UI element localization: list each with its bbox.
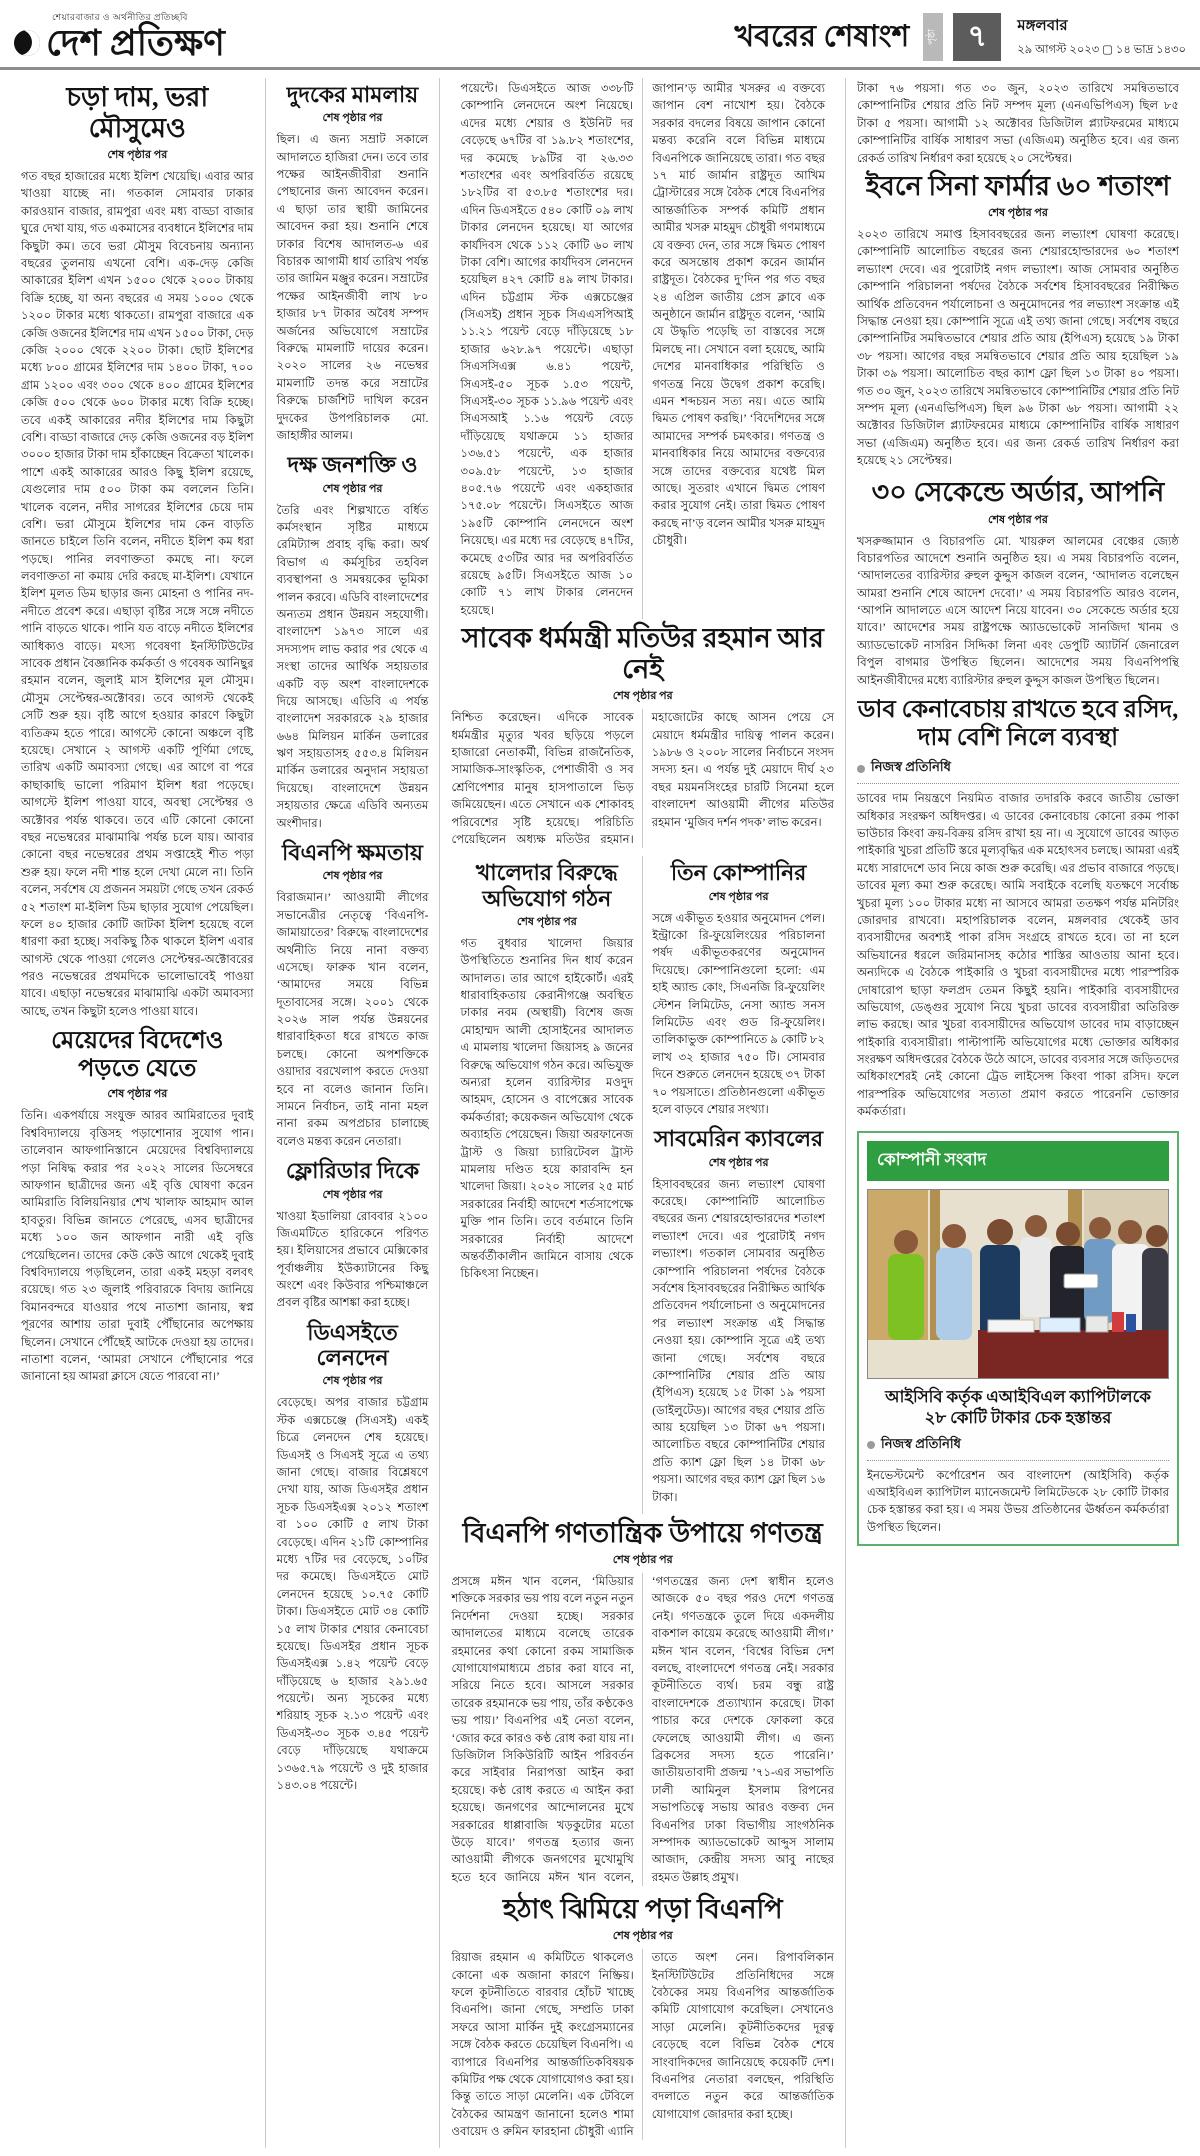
column-1 bbox=[10, 78, 265, 2148]
date-block bbox=[1011, 14, 1186, 60]
headline: চড়া দাম, ভরা মৌসুমেও bbox=[66, 82, 209, 144]
weekday: মঙ্গলবার bbox=[1017, 18, 1068, 34]
date-line: ২৯ আগস্ট ২০২৩ ▢ ১৪ ভাদ্র ১৪৩০ bbox=[1017, 44, 1186, 56]
headline: হঠাৎ ঝিমিয়ে পড়া বিএনপি bbox=[502, 1894, 783, 1925]
mid-left-subcolumn bbox=[451, 856, 642, 1514]
company-news-body: ইনভেস্টমেন্ট কর্পোরেশন অব বাংলাদেশ (আইসিবি) কর্তৃক এআইবিএল ক্যাপিটাল ম্যানেজমেন্ট লিমিটেডকে ২৮ কোটি টাকার চেক হস্তান্তর করা হয়। এ সময় উভয় প্রতিষ্ঠানের ঊর্ধ্বতন কর্মকর্তারা উপস্থিত ছিলেন। bbox=[866, 1468, 1169, 1534]
article-body: খসরুজ্জামান ও বিচারপতি মো. খায়রুল আলমের বেঞ্চের জ্যেষ্ঠ বিচারপতির আদেশে শুনানি অনুষ্ঠিত হয়। এ সময় বিচারপতি বলেন, ‘আদালতের ব্যারিস্টার রুহুল কুদ্দুস কাজল বলেন, ‘আদালত বলেছেন আমরা শুনানি শেষে আদেশ দেবো।’ এ সময় বিচারপতি আরও বলেন, ‘আপনি আদালতে এসে আদেশ নিয়ে যাবেন। ৩০ সেকেন্ডে অর্ডার হয়ে যাবে।’ আদেশের সময় রাষ্ট্রপক্ষে অ্যাডভোকেট সানজিদা খানম ও অ্যাডভোকেট নাসরিন সিদ্দিকা লিনা এবং ডেপুটি অ্যাটর্নি জেনারেল বিপুল বাগমার উপস্থিত ছিলেন। আদেশের সময় বিএনপিপন্থি আইনজীবীদের মধ্যে ব্যারিস্টার রুহুল কুদ্দুস কাজল উপস্থিত ছিলেন। bbox=[856, 534, 1179, 687]
article-body: ডাবের দাম নিয়ন্ত্রণে নিয়মিত বাজার তদারকি করবে জাতীয় ভোক্তা অধিকার সংরক্ষণ অধিদপ্তর। এ ডাবের কেনাবেচায় কোনো রকম পাকা ভাউচার কিংবা ক্রয়-বিক্রয় রসিদ রাখা হয় না। এ সুযোগে ডাবের আড়ত পাইকারি খুচরা প্রতিটি স্তরে মূল্যবৃদ্ধির এক মহোৎসব চলছে। আমরা এরই মধ্যে সারাদেশে ডাব নিয়ে কাজ শুরু করেছি। এর প্রভাব বাজারে পড়ছে। ডাবের মূল্য কমা শুরু করেছে। আমি সবাইকে বলেছি যতক্ষণে সর্বোচ্চ খুচরা মূল্য ১০০ টাকার মধ্যে না আসবে আমরা ততক্ষণ পর্যন্ত মনিটরিং জোরদার রাখবো। মহাপরিচালক বলেন, মঙ্গলবার থেকেই ডাব ব্যবসায়ীদের অবশ্যই পাকা রসিদ সংগ্রহে রাখতে হবে। তা না হলে অভিযানের ধরলে জরিমানাসহ কঠোর শাস্তির আওতায় আনা হবে। অন্যদিকে এ বৈঠকে পাইকারি ও খুচরা ব্যবসায়ীদের মধ্যে পারস্পরিক দোষারোপ ছাড়া ফলপ্রদ তেমন কিছুই হয়নি। পাইকারি ব্যবসায়ীদের অভিযোগ, ডেঙ্গুর সুযোগ নিয়ে খুচরা ডাবের ব্যবসায়ীরা অতিরিক্ত লাভ করছে। আর খুচরা ব্যবসায়ীদের অভিযোগ ডাবের দাম বাড়াচ্ছেন পাইকারি ব্যবসায়ীরা। পাল্টাপাল্টি অভিযোগের মধ্যে ভোক্তার অধিকার সংরক্ষণ অধিদপ্তরের বৈঠকে উঠে আসে, ডাবের ব্যবসার সঙ্গে জড়িতদের অধিকাংশেরই নেই কোনো ট্রেড লাইসেন্স কিংবা পাকা রসিদ। ফলে পারস্পরিক অভিযোগের সত্যতা প্রমাণ করতে পারেননি ভোক্তার কর্মকর্তারা। bbox=[856, 792, 1179, 1119]
photo-caption bbox=[867, 1386, 1169, 1429]
headline: মেয়েদের বিদেশেও পড়তে যেতে bbox=[51, 1028, 224, 1082]
headline: ডাব কেনাবেচায় রাখতে হবে রসিদ, দাম বেশি নিলে ব্যবস্থা bbox=[857, 697, 1179, 751]
section-title: খবরের শেষাংশ bbox=[734, 20, 910, 53]
article-florida-storm bbox=[277, 1158, 429, 1312]
article-bnp-democracy bbox=[451, 1518, 834, 1886]
column-middle bbox=[439, 78, 845, 2148]
photo-illustration bbox=[868, 1190, 1168, 1378]
article-coconut-receipt bbox=[857, 697, 1179, 1121]
article-body: নিশ্চিত করেছেন। এদিকে সাবেক ধর্মমন্ত্রীর মৃত্যুর খবর ছড়িয়ে পড়লে হাজারো নেতাকর্মী, বিভিন্ন রাজনৈতিক, সামাজিক-সাংস্কৃতিক, পেশাজীবী ও সব শ্রেণিপেশার মানুষ হাসপাতালে ভিড় জমিয়েছেন। এতে সেখানে এক শোকাবহ পরিবেশের সৃষ্টি হয়েছে। পরিচিতি পেয়েছিলেন অধ্যক্ষ মতিউর রহমান। মহাজোটের কাছে আসন পেয়ে সে মেয়াদে ধর্মমন্ত্রীর দায়িত্ব পালন করেন। ১৯৮৬ ও ২০০৮ সালের নির্বাচনে সংসদ সদস্য হন। এ পর্যন্ত দুই মেয়াদে দীর্ঘ ২৩ বছর ময়মনসিংহের চারটি সিনেমা হলে বাংলাদেশ আওয়ামী লীগের মতিউর রহমান ‘মুজিব দর্শন পদক’ লাভ করেন। bbox=[451, 711, 834, 846]
continuation-label: শেষ পৃষ্ঠার পর bbox=[322, 1375, 383, 1388]
dotted-divider bbox=[857, 783, 1179, 784]
headline: সাবমেরিন ক্যাবলের bbox=[654, 1126, 824, 1152]
article-khaleda-charge bbox=[460, 860, 633, 1282]
article-body: গত বুধবার খালেদা জিয়ার উপস্থিতিতে শুনানির দিন ধার্য করেন আদালত। তার আগে হাইকোর্ট। এরই ধারাবাহিকতায় কেরানীগঞ্জে অবস্থিত ঢাকার নবম (অস্থায়ী) বিশেষ জজ মোহাম্মদ আলী হোসাইনের আদালত এ মামলায় খালেদা জিয়াসহ ৯ জনের বিরুদ্ধে অভিযোগ গঠন করে। অভিযুক্ত অন্যরা হলেন ব্যারিস্টার মওদুদ আহমদ, হোসেন ও বাপেক্সের সাবেক কর্মকর্তারা; কয়েকজন অভিযোগ থেকে অব্যাহতি পেয়েছেন। জিয়া অরফানেজ ট্রাস্ট ও জিয়া চ্যারিটেবল ট্রাস্ট মামলায় দণ্ডিত হয়ে কারাবন্দি হন খালেদা জিয়া। ২০২০ সালের ২৫ মার্চ সরকারের নির্বাহী আদেশে শর্তসাপেক্ষে মুক্তি পান তিনি। তবে বর্তমানে তিনি সরকারের নির্বাহী আদেশে অন্তর্বর্তীকালীন জামিনে বাসায় থেকে চিকিৎসা নিচ্ছেন। bbox=[460, 936, 634, 1281]
article-body: জাপান’ড় আমীর খসরুর এ বক্তব্যে জাপান বেশ নাখোশ হয়। বৈঠকে সরকার বদলের বিষয়ে জাপান কোনো মন্তব্য করেনি বলে বিভিন্ন মাধ্যমে বিএনপিকে জানিয়েছে তারা। গত বছর ১৭ মার্চ জার্মান রাষ্ট্রদূত আখিম ট্রোস্টারের সঙ্গে বৈঠক শেষে বিএনপির আন্তর্জাতিক সম্পর্ক কমিটি প্রধান আমীর খসরু মাহমুদ চৌধুরী গণমাধ্যমে যে বক্তব্য দেন, তার সঙ্গে দ্বিমত পোষণ করে অসন্তোষ প্রকাশ করেন জার্মান রাষ্ট্রদূত। বৈঠকের দু’দিন পর গত বছর ২৪ এপ্রিল জাতীয় প্রেস ক্লাবে এক অনুষ্ঠানে জার্মান রাষ্ট্রদূত বলেন, ‘আমি যে উদ্ধৃতি পড়েছি তা বাস্তবের সঙ্গে মিলছে না। সেখানে বলা হয়েছে, আমি দেশের মানবাধিকার পরিস্থিতি ও গণতন্ত্র নিয়ে উদ্বেগ প্রকাশ করেছি। এমন শব্দচয়ন সত্য নয়। এতে আমি দ্বিমত পোষণ করছি।’ ‘বিদেশিদের সঙ্গে আমাদের সম্পর্ক চমৎকার। গণতন্ত্র ও মানবাধিকার নিয়ে আমাদের বক্তব্যের সঙ্গে তাদের বক্তব্যের যথেষ্ট মিল আছে। সুতরাং এখানে দ্বিমত পোষণ করার সুযোগ নেই। তারা দ্বিমত পোষণ করছে না’ড় বলেন আমীর খসরু মাহমুদ চৌধুরী। bbox=[652, 82, 825, 548]
article-matiur-rahman bbox=[451, 623, 834, 848]
page-number-box: ৭ bbox=[953, 13, 1001, 61]
headline: ইবনে সিনা ফার্মার ৬০ শতাংশ bbox=[865, 170, 1171, 201]
headline: ৩০ সেকেন্ডে অর্ডার, আপনি bbox=[871, 477, 1165, 508]
crescent-logo-icon bbox=[10, 26, 45, 61]
article-30-second-order bbox=[857, 477, 1179, 689]
byline-bullet-icon bbox=[867, 1441, 875, 1449]
article-ibn-sina-dividend bbox=[857, 171, 1179, 470]
company-news-header: কোম্পানী সংবাদ bbox=[867, 1141, 1169, 1181]
article-dse-trading bbox=[277, 1320, 429, 1795]
article-body: পয়েন্টে। ডিএসইতে আজ ৩৩৮টি কোম্পানি লেনদেনে অংশ নিয়েছে। এদের মধ্যে শেয়ার ও ইউনিট দর বেড়েছে ৬৭টির বা ১৯.৮২ শতাংশের, দর কমেছে ৮৯টির বা ২৬.৩৩ শতাংশের এবং অপরিবর্তিত রয়েছে ১৮২টির বা ৫৩.৮৫ শতাংশের দর। এদিন ডিএসইতে ৫৪০ কোটি ০৯ লাখ টাকার লেনদেন হয়েছে। যা আগের কার্যদিবস থেকে ১১২ কোটি ৬০ লাখ টাকা বেশি। আগের কার্যদিবস লেনদেন হয়েছিল ৪২৭ কোটি ৪৯ লাখ টাকার। এদিন চট্টগ্রাম স্টক এক্সচেঞ্জের (সিএসই) প্রধান সূচক সিএএসপিআই ১১.২১ পয়েন্ট বেড়ে দাঁড়িয়েছে ১৮ হাজার ৬২৮.৯৭ পয়েন্টে। এছাড়া সিএসসিএক্স ৬.৪১ পয়েন্ট, সিএসই-৫০ সূচক ১.৫৩ পয়েন্ট, সিএসই-৩০ সূচক ১১.৯৬ পয়েন্ট এবং সিএসআই ১.১৬ পয়েন্ট বেড়ে দাঁড়িয়েছে যথাক্রমে ১১ হাজার ১৩৬.৫১ পয়েন্টে, এক হাজার ৩০৯.৫৮ পয়েন্টে, ১৩ হাজার ৪০৫.৭৬ পয়েন্টে এবং একহাজার ১৭৫.০৮ পয়েন্টে। সিএসইতে আজ ১৯৫টি কোম্পানি লেনদেনে অংশ নিয়েছে। এর মধ্যে দর বেড়েছে ৪৭টির, কমেছে ৫৩টির আর দর অপরিবর্তিত রয়েছে ৯৫টি। সিএসইতে আজ ১০ কোটি ৭১ লাখ টাকার লেনদেন হয়েছে। bbox=[460, 82, 634, 617]
page-body bbox=[0, 70, 1200, 2156]
page-word-strip: পৃষ্ঠা bbox=[923, 13, 943, 61]
article-submarine-cable bbox=[652, 1126, 825, 1506]
continuation-label: শেষ পৃষ্ঠার পর bbox=[708, 890, 769, 903]
article-body: হিসাববছরের জন্য লভ্যাংশ ঘোষণা করেছে। কোম্পানিটি আলোচিত বছরের জন্য শেয়ারহোল্ডারদের শতাংশ লভ্যাংশ দেবে। এর পুরোটাই নগদ লভ্যাংশ। গতকাল সোমবার অনুষ্ঠিত কোম্পানি পরিচালনা পর্ষদের বৈঠকে সর্বশেষ হিসাববছরের নিরীক্ষিত আর্থিক প্রতিবেদন পর্যালোচনা ও অনুমোদনের পর লভ্যাংশ সংক্রান্ত এই সিদ্ধান্ত নেওয়া হয়। কোম্পানি সূত্রে এই তথ্য জানা গেছে। সর্বশেষ বছরে কোম্পানিটির শেয়ার প্রতি আয় (ইপিএস) হয়েছে ১৫ টাকা ১৯ পয়সা (ডাইলুটেড)। আগের বছর শেয়ার প্রতি আয় হয়েছিল ১৩ টাকা ৬৭ পয়সা। আলোচিত বছরে কোম্পানিটির শেয়ার প্রতি ক্যাশ ফ্লো ছিল ১৪ টাকা ৬৮ পয়সা। আগের বছর ক্যাশ ফ্লো ছিল ১৬ টাকা। bbox=[652, 1177, 825, 1504]
headline: ডিএসইতে লেনদেন bbox=[307, 1319, 398, 1371]
masthead-right bbox=[734, 13, 1186, 61]
byline-bullet-icon bbox=[857, 765, 865, 773]
article-body: প্রসঙ্গে মঈন খান বলেন, ‘মিডিয়ার শক্তিকে সরকার ভয় পায় বলে নতুন নতুন নির্দেশনা দেওয়া হচ্ছে। সরকার আদালতের মাধ্যমে বলেছে তারেক রহমানের কথা কোনো রকম সামাজিক যোগাযোগমাধ্যমে প্রচার করা যাবে না, সরিয়ে নিতে হবে। আসলে সরকার তারেক রহমানকে ভয় পায়, তাঁর কণ্ঠকেও ভয় পায়।’ বিএনপির এই নেতা বলেন, ‘জোর করে কারও কণ্ঠ রোধ করা যায় না। ডিজিটাল সিকিউরিটি আইন পরিবর্তন করে সাইবার নিরাপত্তা আইন করা হয়েছে। কণ্ঠ রোধ করতে এ আইন করা হয়েছে। জনগণের আন্দোলনের মুখে সরকারের ধাপ্পাবাজি খড়কুটোর মতো উড়ে যাবে।’ গণতন্ত্র হত্যার জন্য আওয়ামী লীগকে জনগণের মুখোমুখি হতে হবে জানিয়ে মঈন খান বলেন, ‘গণতন্ত্রের জন্য দেশ স্বাধীন হলেও আজকে ৫০ বছর পরও দেশে গণতন্ত্র নেই। গণতন্ত্রকে তুলে দিয়ে একদলীয় বাকশাল কায়েম করেছে আওয়ামী লীগ।’ মঈন খান বলেন, ‘বিশ্বের বিভিন্ন দেশ বলছে, বাংলাদেশে গণতন্ত্র নেই। সরকার কূটনীতিতে ব্যর্থ। চরম বন্ধু রাষ্ট্র বাংলাদেশকে প্রত্যাখ্যান করেছে। টাকা পাচার করে দেশকে ফোকলা করে ফেলেছে আওয়ামী লীগ। এ জন্য ব্রিকসের সদস্য হতে পারেনি।’ জাতীয়তাবাদী প্রজন্ম ’৭১-এর সভাপতি ঢালী আমিনুল ইসলাম রিপনের সভাপতিত্বে সভায় আরও বক্তব্য দেন বিএনপির ঢাকা বিভাগীয় সাংগঠনিক সম্পাদক অ্যাডভোকেট আব্দুস সালাম আজাদ, কেন্দ্রীয় সদস্য আবু নাছের রহমত উল্লাহ প্রমুখ। bbox=[451, 1575, 834, 1884]
article-girls-abroad bbox=[21, 1028, 254, 1385]
article-three-companies bbox=[652, 860, 825, 1118]
company-news-box bbox=[857, 1131, 1179, 1546]
continuation-label: শেষ পৃষ্ঠার পর bbox=[708, 1156, 769, 1169]
paper-logo bbox=[14, 10, 225, 61]
article-body: তিনি। একপর্যায়ে সংযুক্ত আরব আমিরাতের দুবাই বিশ্ববিদ্যালয়ে বৃত্তিসহ পড়াশোনার সুযোগ পান। তালেবান আফগানিস্তানে মেয়েদের বিশ্ববিদ্যালয়ে পড়া নিষিদ্ধ করার পর ২০২২ সালের ডিসেম্বরে আফগান ছাত্রীদের জন্য এই বৃত্তি ঘোষণা করেন আমিরাতি বিলিয়নিয়ার শেখ খালাফ আহমাদ আল হাবতুর। বিভিন্ন জানতে পেরেছে, এসব ছাত্রীদের মধ্যে ১০০ জন আফগান নারী এই বৃত্তি পেয়েছিলেন। তাদের কেউ কেউ আগে থেকেই দুবাই বিশ্ববিদ্যালয়ে পড়ছিলেন, তারা একই মহড়া বলবৎ রয়েছে। গত ২৩ জুলাই পরিবারকে বিদায় জানিয়ে বিমানবন্দরে যাওয়ার পথে নাতাশা জানায়, স্বপ্ন পূরণের আশায় তারা দুবাই পৌঁছানোর অপেক্ষায় ছিলেন। সেখানে পৌঁছেই আটকে দেওয়া হয় তাদের। নাতাশা বলেন, ‘আমরা সেখানে পৌঁছানোর পরে জানানো হয় আমরা ক্লাসে যেতে পারবো না।’ bbox=[21, 1109, 254, 1384]
column-2 bbox=[265, 78, 440, 2148]
article-body: ২০২৩ তারিখে সমাপ্ত হিসাববছরের জন্য লভ্যাংশ ঘোষণা করেছে। কোম্পানিটি আলোচিত বছরের জন্য শেয়ারহোল্ডারদের ৬০ শতাংশ লভ্যাংশ দেবে। এর পুরোটাই নগদ লভ্যাংশ। আজ সোমবার অনুষ্ঠিত কোম্পানি পরিচালনা পর্ষদের বৈঠকে সর্বশেষ হিসাববছরের নিরীক্ষিত আর্থিক প্রতিবেদন পর্যালোচনা ও অনুমোদনের পর লভ্যাংশ সংক্রান্ত এই সিদ্ধান্ত নেওয়া হয়। কোম্পানি সূত্রে এই তথ্য জানা গেছে। সর্বশেষ বছরে কোম্পানিটির সমন্বিতভাবে শেয়ার প্রতি আয় (ইপিএস) হয়েছে ১৯ টাকা ৩৮ পয়সা। আগের বছর সমন্বিতভাবে শেয়ার প্রতি আয় হয়েছিল ১৯ টাকা ৩৯ পয়সা। আলোচিত বছর ক্যাশ ফ্লো ছিল ১৩ টাকা ৪০ পয়সা। গত ৩০ জুন, ২০২৩ তারিখে সমন্বিতভাবে কোম্পানিটির শেয়ার প্রতি নিট সম্পদ মূল্য (এনএভিপিএস) ছিল ৯৬ টাকা ৬৮ পয়সা। আগামী ২২ অক্টোবর ডিজিটাল প্ল্যাটফরমের মাধ্যমে কোম্পানিটির বার্ষিক সাধারণ সভা (এজিএম) অনুষ্ঠিত হবে। এর জন্য রেকর্ড তারিখ নির্ধারণ করা হয়েছে ২১ সেপ্টেম্বর। bbox=[856, 228, 1179, 468]
continuation-label: শেষ পৃষ্ঠার পর bbox=[612, 1554, 673, 1567]
photo-caption-line1: আইসিবি কর্তৃক এআইবিএল ক্যাপিটালকে bbox=[885, 1386, 1151, 1406]
continuation-label: শেষ পৃষ্ঠার পর bbox=[988, 513, 1048, 526]
byline bbox=[857, 758, 1179, 779]
headline: সাবেক ধর্মমন্ত্রী মতিউর রহমান আর নেই bbox=[461, 623, 824, 685]
article-body: বেড়েছে। অপর বাজার চট্টগ্রাম স্টক এক্সচেঞ্জে (সিএসই) একই চিত্রে লেনদেন শেষ হয়েছে। ডিএসই ও সিএসই সূত্রে এ তথ্য জানা গেছে। বাজার বিশ্লেষণে দেখা যায়, আজ ডিএসইর প্রধান সূচক ডিএসইএক্স ২০১২ শতাংশ বা ১০০ কোটি ৫ লাখ টাকা বেড়েছে। এদিন ২১টি কোম্পানির মধ্যে ৭টির দর বেড়েছে, ১০টির দর কমেছে। ডিএসইতে মোট লেনদেন হয়েছে ১০.৭৫ কোটি টাকা। ডিএসইতে মোট ৩৪ কোটি ১৫ লাখ টাকার শেয়ার কেনাবেচা হয়েছে। ডিএসইর প্রধান সূচক ডিএসইএক্স ১.৪২ পয়েন্ট বেড়ে দাঁড়িয়েছে ৬ হাজার ২৯১.৬৫ পয়েন্টে। অন্য সূচকের মধ্যে শরিয়াহ সূচক ২.১৩ পয়েন্ট এবং ডিএসই-৩০ সূচক ৩.৪৫ পয়েন্ট বেড়ে দাঁড়িয়েছে যথাক্রমে ১৩৬৫.৭৯ পয়েন্টে ও দুই হাজার ১৪৩.০৪ পয়েন্টে। bbox=[276, 1396, 429, 1793]
article-body: খাওয়া ইডালিয়া রোববার ২১০০ জিএমটিতে হারিকেনে পরিণত হয়। ইলিয়াসের প্রভাবে মেক্সিকোর পূর্বাঞ্চলীয় ইউক্যাটানের কিছু অংশে এবং কিউবার পশ্চিমাঞ্চলে প্রবল বৃষ্টির আশঙ্কা করা হচ্ছে। bbox=[276, 1209, 429, 1310]
cheque-handover-photo bbox=[867, 1189, 1169, 1379]
byline-text: নিজস্ব প্রতিনিধি bbox=[880, 1435, 961, 1451]
ibn-sina-continuation: টাকা ৭৬ পয়সা। গত ৩০ জুন, ২০২৩ তারিখে সমন্বিতভাবে কোম্পানিটির শেয়ার প্রতি নিট সম্পদ মূল্য (এনএভিপিএস) ছিল ৮৫ টাকা ৫ পয়সা। আগামী ১২ অক্টোবর ডিজিটাল প্ল্যাটফরমের মাধ্যমে কোম্পানিটির বার্ষিক সাধারণ সভা (এজিএম) অনুষ্ঠিত হবে। এর জন্য রেকর্ড তারিখ নির্ধারণ করা হয়েছে ২০ সেপ্টেম্বর। bbox=[856, 82, 1179, 165]
continuation-label: শেষ পৃষ্ঠার পর bbox=[107, 149, 168, 162]
mid-right-subcolumn bbox=[642, 856, 834, 1514]
article-body: রিয়াজ রহমান এ কমিটিতে থাকলেও কোনো এক অজানা কারণে নিষ্ক্রিয়। ফলে কূটনীতিতে বারবার হোঁচট খাচ্ছে বিএনপি। জানা গেছে, সম্প্রতি ঢাকা সফরে আসা মার্কিন দুই কংগ্রেসম্যানের সঙ্গে বৈঠক করতে চেয়েছিল বিএনপি। এ ব্যাপারে বিএনপির আন্তর্জাতিকবিষয়ক কমিটির পক্ষ থেকে যোগাযোগও করা হয়। কিন্তু তাতে সাড়া মেলেনি। এক টেবিলে বৈঠকের আমন্ত্রণ জানানো হলেও শামা ওবায়েদ ও রুমিন ফারহানা চৌধুরী এ্যানি তাতে অংশ নেন। রিপাবলিকান ইনস্টিটিউটের প্রতিনিধিদের সঙ্গে বৈঠকের সময় বিএনপির আন্তর্জাতিক কমিটি যোগাযোগ করেছিল। সেখানেও সাড়া মেলেনি। কূটনীতিকদের দূরত্ব বেড়েছে বলে বিভিন্ন বৈঠক শেষে সাংবাদিকদের জানিয়েছে কয়েকটি দেশ। বিএনপির নেতারা বলছেন, পরিস্থিতি বদলাতে নতুন করে আন্তর্জাতিক যোগাযোগ জোরদার করা হচ্ছে। bbox=[451, 1951, 834, 2139]
byline-text: নিজস্ব প্রতিনিধি bbox=[870, 759, 951, 775]
continuation-label: শেষ পৃষ্ঠার পর bbox=[322, 870, 383, 883]
headline: বিএনপি গণতান্ত্রিক উপায়ে গণতন্ত্র bbox=[462, 1518, 823, 1549]
continuation-label: শেষ পৃষ্ঠার পর bbox=[612, 1930, 673, 1943]
article-bnp-sudden-slump bbox=[451, 1894, 834, 2140]
article-body: বিরাজমান।’ আওয়ামী লীগের সভানেত্রীর নেতৃত্বে ‘বিএনপি-জামায়াতের’ বিরুদ্ধে বাংলাদেশের অর্থনীতি নিয়ে নানা বক্তব্য এসেছে। ফারুক খান বলেন, ‘আমাদের সময়ে বিভিন্ন দূতাবাসের সঙ্গে। ২০০১ থেকে ২০২৬ সাল পর্যন্ত উন্নয়নের ধারাবাহিকতা ধরে রাখতে কাজ চলছে। কোনো অপশক্তিকে ওয়াদার বরখেলাপ করতে দেওয়া হবে না বলেও জানান তিনি। সামনে নির্বাচন, তাই নানা মহল নানা রকম অপপ্রচার চালাচ্ছে বলেও মন্তব্য করেন নেতারা। bbox=[276, 891, 429, 1148]
headline: ফ্লোরিডার দিকে bbox=[285, 1158, 420, 1184]
continuation-label: শেষ পৃষ্ঠার পর bbox=[612, 690, 673, 703]
byline bbox=[867, 1435, 1169, 1456]
continuation-row bbox=[451, 78, 834, 619]
article-skilled-manpower bbox=[277, 452, 429, 832]
japan-continuation bbox=[642, 78, 834, 619]
paper-title: দেশ প্রতিক্ষণ bbox=[46, 23, 225, 63]
article-body: তৈরি এবং শিল্পখাতে বর্ধিত কর্মসংস্থান সৃষ্টির মাধ্যমে রেমিট্যান্স প্রবাহ বৃদ্ধি করা। অর্থ বিভাগ এ কর্মসূচির তহবিল ব্যবস্থাপনা ও সমন্বয়কের ভূমিকা পালন করবে। এডিবি বাংলাদেশের অন্যতম প্রধান উন্নয়ন সহযোগী। বাংলাদেশ ১৯৭৩ সালে এর সদস্যপদ লাভ করার পর থেকে এ সংস্থা তাদের আর্থিক সহায়তার একটি বড় অংশ বাংলাদেশকে দিয়ে আসছে। এডিবি এ পর্যন্ত বাংলাদেশ সরকারকে ২৯ হাজার ৬৬৪ মিলিয়ন মার্কিন ডলারের ঋণ সহায়তাসহ ৫৫৩.৪ মিলিয়ন মার্কিন ডলারের অনুদান সহায়তা দিয়েছে। বাংলাদেশে উন্নয়ন সহায়তার ক্ষেত্রে এডিবি অন্যতম অংশীদার। bbox=[276, 503, 429, 830]
continuation-label: শেষ পৃষ্ঠার পর bbox=[107, 1088, 168, 1101]
headline: বিএনপি ক্ষমতায় bbox=[282, 840, 424, 866]
article-hilsa-price bbox=[21, 82, 254, 1020]
continuation-label: শেষ পৃষ্ঠার পর bbox=[988, 207, 1048, 219]
article-body: গত বছর হাজারের মধ্যে ইলিশ খেয়েছি। এবার আর খাওয়া যাচ্ছে না। গতকাল সোমবার ঢাকার কারওয়ান বাজার, রামপুরা এবং মধ্য বাড্ডা বাজার ঘুরে দেখা যায়, গত একমাসের ব্যবধানে ইলিশের দাম কিছুটা কম। তবে ভরা মৌসুম বিবেচনায় অন্যান্য বছরের তুলনায় এখনো বেশি। এক-দেড় কেজি আকারের ইলিশ এখন ১৫০০ থেকে ২০০০ টাকায় বিক্রি হচ্ছে, যা অন্য বছরের এ সময় ১০০০ থেকে ১২০০ টাকার মধ্যে থাকতো। রামপুরা বাজারে এক কেজি ওজনের ইলিশের দাম এখন ১৫০০ টাকা, দেড় কেজি ২০০০ থেকে ২২০০ টাকা। ছোট ইলিশের মধ্যে ৮০০ গ্রামের ইলিশের দাম ১৪০০ টাকা, ৭০০ গ্রাম ১২০০ এবং ৩০০ থেকে ৪০০ গ্রামের ইলিশের কেজি ৫০০ থেকে ৬০০ টাকার মধ্যে বিক্রি হচ্ছে। তবে একই আকারের নদীর ইলিশের দাম কিছুটা বেশি। বাড্ডা বাজারে দেড় কেজি ওজনের বড় ইলিশ ৩০০০ হাজার টাকা দাম হাঁকাচ্ছেন বিক্রেতা খালেক। পাশে একই আকারের আরও কিছু ইলিশ রয়েছে, যেগুলোর দাম ৫০০ টাকা কম বললেন তিনি। খালেক বলেন, নদীর সাগরের ইলিশের চেয়ে দাম বেশি। ভরা মৌসুমে ইলিশের দাম কেন বাড়তি জানতে চাইলে তিনি বলেন, নদীতে ইলিশ কম ধরা পড়ছে। পানির লবণাক্ততা কমছে না। ফলে লবণাক্ততা না কমায় দেরি করছে মা-ইলিশ। যেখানে ইলিশ মূলত ডিম ছাড়ার জন্য মোহনা ও পানির নদ-নদীতে প্রবেশ করে। এছাড়া বৃষ্টির সঙ্গে সঙ্গে নদীতে পানি বাড়তে থাকে। পানি যত বাড়ে নদীতে ইলিশের আধিক্যও বাড়ে। মৎস্য গবেষণা ইনস্টিটিউটের সাবেক প্রধান বৈজ্ঞানিক কর্মকর্তা ও গবেষক আনিছুর রহমান বলেন, জুলাই মাস ইলিশের মূল মৌসুম। মৌসুম সেপ্টেম্বর-অক্টোবর। তবে আগস্ট থেকেই সেটি শুরু হয়। বৃষ্টি আগে হওয়ার কারণে কিছুটা ব্যতিক্রম হতে পারে। আগস্টে কোনো অঞ্চলে বৃষ্টি হয়েছে। সেখানে ২ আগস্ট একটি পূর্ণিমা গেছে, তারিখ একটি অমাবস্যা গেছে। এর আগে বা পরে কাছাকাছি ভালো পরিমাণ ইলিশ ধরা পড়েছে। আগস্টে ইলিশ পাওয়া যাবে, অবস্থা সেপ্টেম্বর ও অক্টোবর পর্যন্ত থাকবে। তবে এটি কোনো কোনো বছর নভেম্বরের মাঝামাঝি পর্যন্ত চলে যায়। আবার কোনো বছর নভেম্বরের প্রথম সপ্তাহেই শীত পড়া শুরু হয়। ফলে নদী শান্ত হলে দেখা মেলে না। তিনি বলেন, সর্বশেষ যে প্রজনন সময়টা গেছে তখন রেকর্ড ৫২ শতাংশ মা-ইলিশ ডিম ছাড়ার সুযোগ পেয়েছিল। ফলে ৪০ হাজার কোটি জাটকা ইলিশ হয়েছে বলে ধারণা করা হচ্ছে। সবকিছু ঠিক থাকলে ইলিশ এবার আগস্ট থেকে পাওয়া গেলেও সেপ্টেম্বর-অক্টোবরের পরও নভেম্বরের প্রথমদিকে ভালোভাবেই পাওয়া যাবে। এছাড়া নভেম্বরের মাঝামাঝি একটা অমাবস্যা আছে, তখন কিছুটা হলেও পাওয়া যাবে। bbox=[21, 170, 254, 1018]
column-right bbox=[845, 78, 1190, 2148]
headline: দুদকের মামলায় bbox=[286, 82, 419, 107]
mid-split-row bbox=[451, 856, 834, 1514]
masthead bbox=[0, 0, 1200, 70]
article-body: সঙ্গে একীভূত হওয়ার অনুমোদন পেল। ইন্ট্রাকো রি-ফুয়েলিংয়ের পরিচালনা পর্ষদ একীভূতকরণের অনুমোদন দিয়েছে। কোম্পানিগুলো হলো: এম হাই অ্যান্ড কোং, সিএনজি রি-ফুয়েলিং স্টেশন লিমিটেড, নেসা অ্যান্ড সনস লিমিটেড এবং গুড রি-ফুয়েলিং। তালিকাভুক্ত কোম্পানিতে ৯ কোটি ৮২ লাখ ৩২ হাজার ৭৫০ টি। সোমবার দিনে শুরুতে লেনদেন হয়েছে ৩৭ টাকা ৭০ পয়সাতে। প্রতিষ্ঠানগুলো একীভূত হলে বাড়বে শেয়ার সংখ্যা। bbox=[652, 911, 825, 1116]
continuation-label: শেষ পৃষ্ঠার পর bbox=[322, 112, 383, 125]
article-body: ছিল। এ জন্য সম্রাট সকালে আদালতে হাজিরা দেন। তবে তার পক্ষের আইনজীবীরা শুনানি পেছানোর জন্য আবেদন করেন। এ ছাড়া তার স্থায়ী জামিনের আবেদন করা হয়। শুনানি শেষে ঢাকার বিশেষ আদালত-৬ এর বিচারক আগামী ধার্য তারিখ পর্যন্ত তার জামিন মঞ্জুর করেন। সম্রাটের পক্ষের আইনজীবী লাখ ৮০ হাজার ৮৭ টাকার অবৈধ সম্পদ অর্জনের অভিযোগে সম্রাটের বিরুদ্ধে মামলাটি দায়ের করেন। ২০২০ সালের ২৬ নভেম্বর মামলাটি তদন্ত করে সম্রাটের বিরুদ্ধে চার্জশিট দাখিল করেন দুদকের উপপরিচালক মো. জাহাঙ্গীর আলম। bbox=[276, 133, 429, 442]
headline: তিন কোম্পানির bbox=[670, 860, 807, 886]
article-bnp-power bbox=[277, 840, 429, 1150]
headline: খালেদার বিরুদ্ধে অভিযোগ গঠন bbox=[475, 860, 618, 911]
dotted-divider bbox=[867, 1460, 1169, 1461]
dse-continuation bbox=[451, 78, 642, 619]
continuation-label: শেষ পৃষ্ঠার পর bbox=[322, 1188, 383, 1201]
photo-caption-line2: ২৮ কোটি টাকার চেক হস্তান্তর bbox=[924, 1408, 1112, 1428]
article-dudak-case bbox=[277, 82, 429, 444]
continuation-label: শেষ পৃষ্ঠার পর bbox=[322, 482, 383, 495]
paper-tagline: শেয়ারবাজার ও অর্থনীতির প্রতিচ্ছবি bbox=[52, 12, 188, 22]
continuation-label: শেষ পৃষ্ঠার পর bbox=[516, 915, 577, 928]
headline: দক্ষ জনশক্তি ও bbox=[287, 452, 418, 478]
